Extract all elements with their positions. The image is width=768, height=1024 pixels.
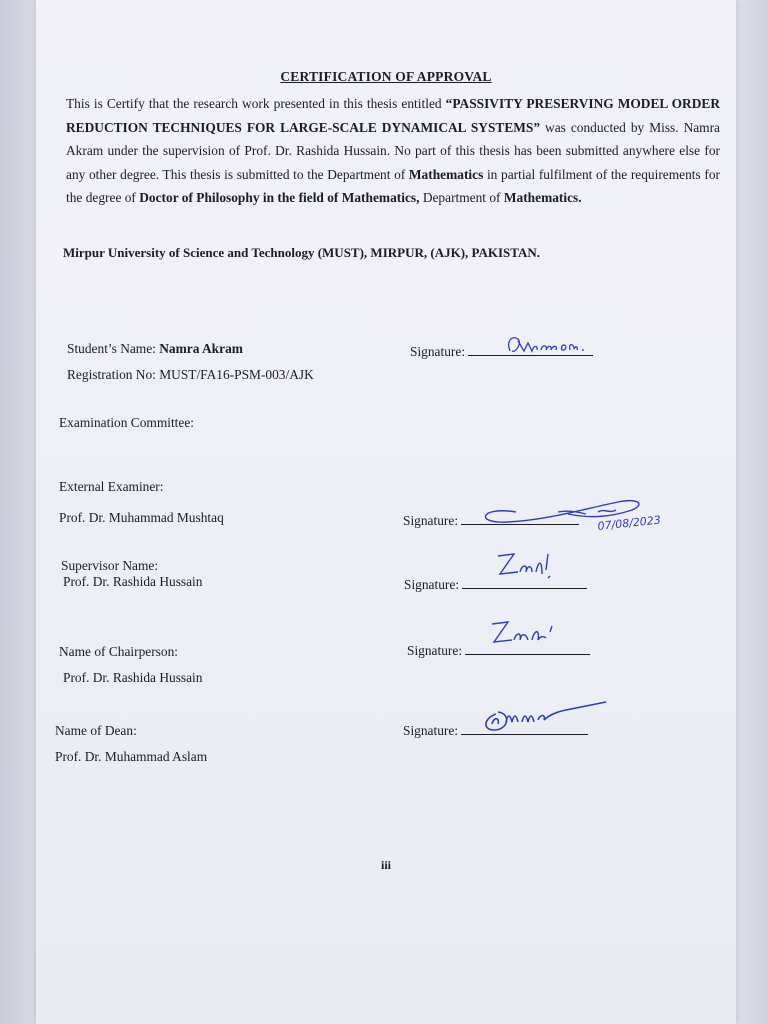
chairperson-signature-scribble [486, 616, 576, 652]
chairperson-label: Name of Chairperson: [59, 644, 178, 659]
student-name: Namra Akram [159, 341, 243, 356]
student-name-label: Student’s Name: [67, 341, 156, 356]
paragraph-text-3: in partial fulfilment of the requirements for the degree of [66, 166, 720, 206]
university-affiliation: Mirpur University of Science and Technology (MUST), MIRPUR, (AJK), PAKISTAN. [63, 245, 541, 260]
student-name-line [67, 341, 243, 357]
external-examiner-name: Prof. Dr. Muhammad Mushtaq [59, 510, 224, 525]
signature-label: Signature: [403, 723, 459, 738]
degree-name: Doctor of Philosophy in the field of Mathematics, [139, 190, 420, 206]
thesis-title: “PASSIVITY PRESERVING MODEL ORDER REDUCTION TECHNIQUES FOR LARGE-SCALE DYNAMICAL SYSTEMS” [66, 96, 721, 135]
chairperson-name: Prof. Dr. Rashida Hussain [63, 670, 203, 685]
document-page [36, 0, 736, 1024]
dean-label: Name of Dean: [55, 723, 137, 738]
dean-signature-scribble [478, 692, 618, 736]
signature-label: Signature: [403, 513, 459, 528]
paragraph-text-4: Department of [422, 190, 501, 206]
signature-label: Signature: [407, 643, 463, 658]
external-signature-date: 07/08/2023 [596, 513, 662, 533]
registration-number: Registration No: MUST/FA16-PSM-003/AJK [67, 367, 314, 382]
committee-label: Examination Committee: [59, 415, 194, 430]
supervisor-name: Prof. Dr. Rashida Hussain [63, 574, 203, 589]
dean-name: Prof. Dr. Muhammad Aslam [55, 749, 208, 764]
department-name: Mathematics [408, 166, 484, 182]
supervisor-label: Supervisor Name: [61, 558, 159, 573]
paragraph-text-2: was conducted by Miss. Namra Akram under the supervision of Prof. Dr. Rashida Hussain. No part of this thesis has been submitted anywhere else for any other degree. This thesis is submitted to the Department of [66, 119, 720, 182]
paragraph-text-1: This is Certify that the research work presented in this thesis entitled [66, 96, 442, 111]
department-name-2: Mathematics. [503, 190, 582, 206]
page-right-edge [736, 0, 768, 1024]
student-signature-scribble [504, 333, 614, 359]
external-signature-scribble [468, 488, 668, 538]
signature-label: Signature: [410, 344, 466, 359]
external-examiner-label: External Examiner: [59, 479, 164, 494]
page-title: CERTIFICATION OF APPROVAL [280, 69, 492, 84]
supervisor-signature-scribble [492, 548, 582, 584]
page-left-edge [0, 0, 36, 1024]
signature-label: Signature: [404, 577, 460, 592]
page-number: iii [380, 858, 391, 872]
certification-paragraph [60, 92, 720, 210]
